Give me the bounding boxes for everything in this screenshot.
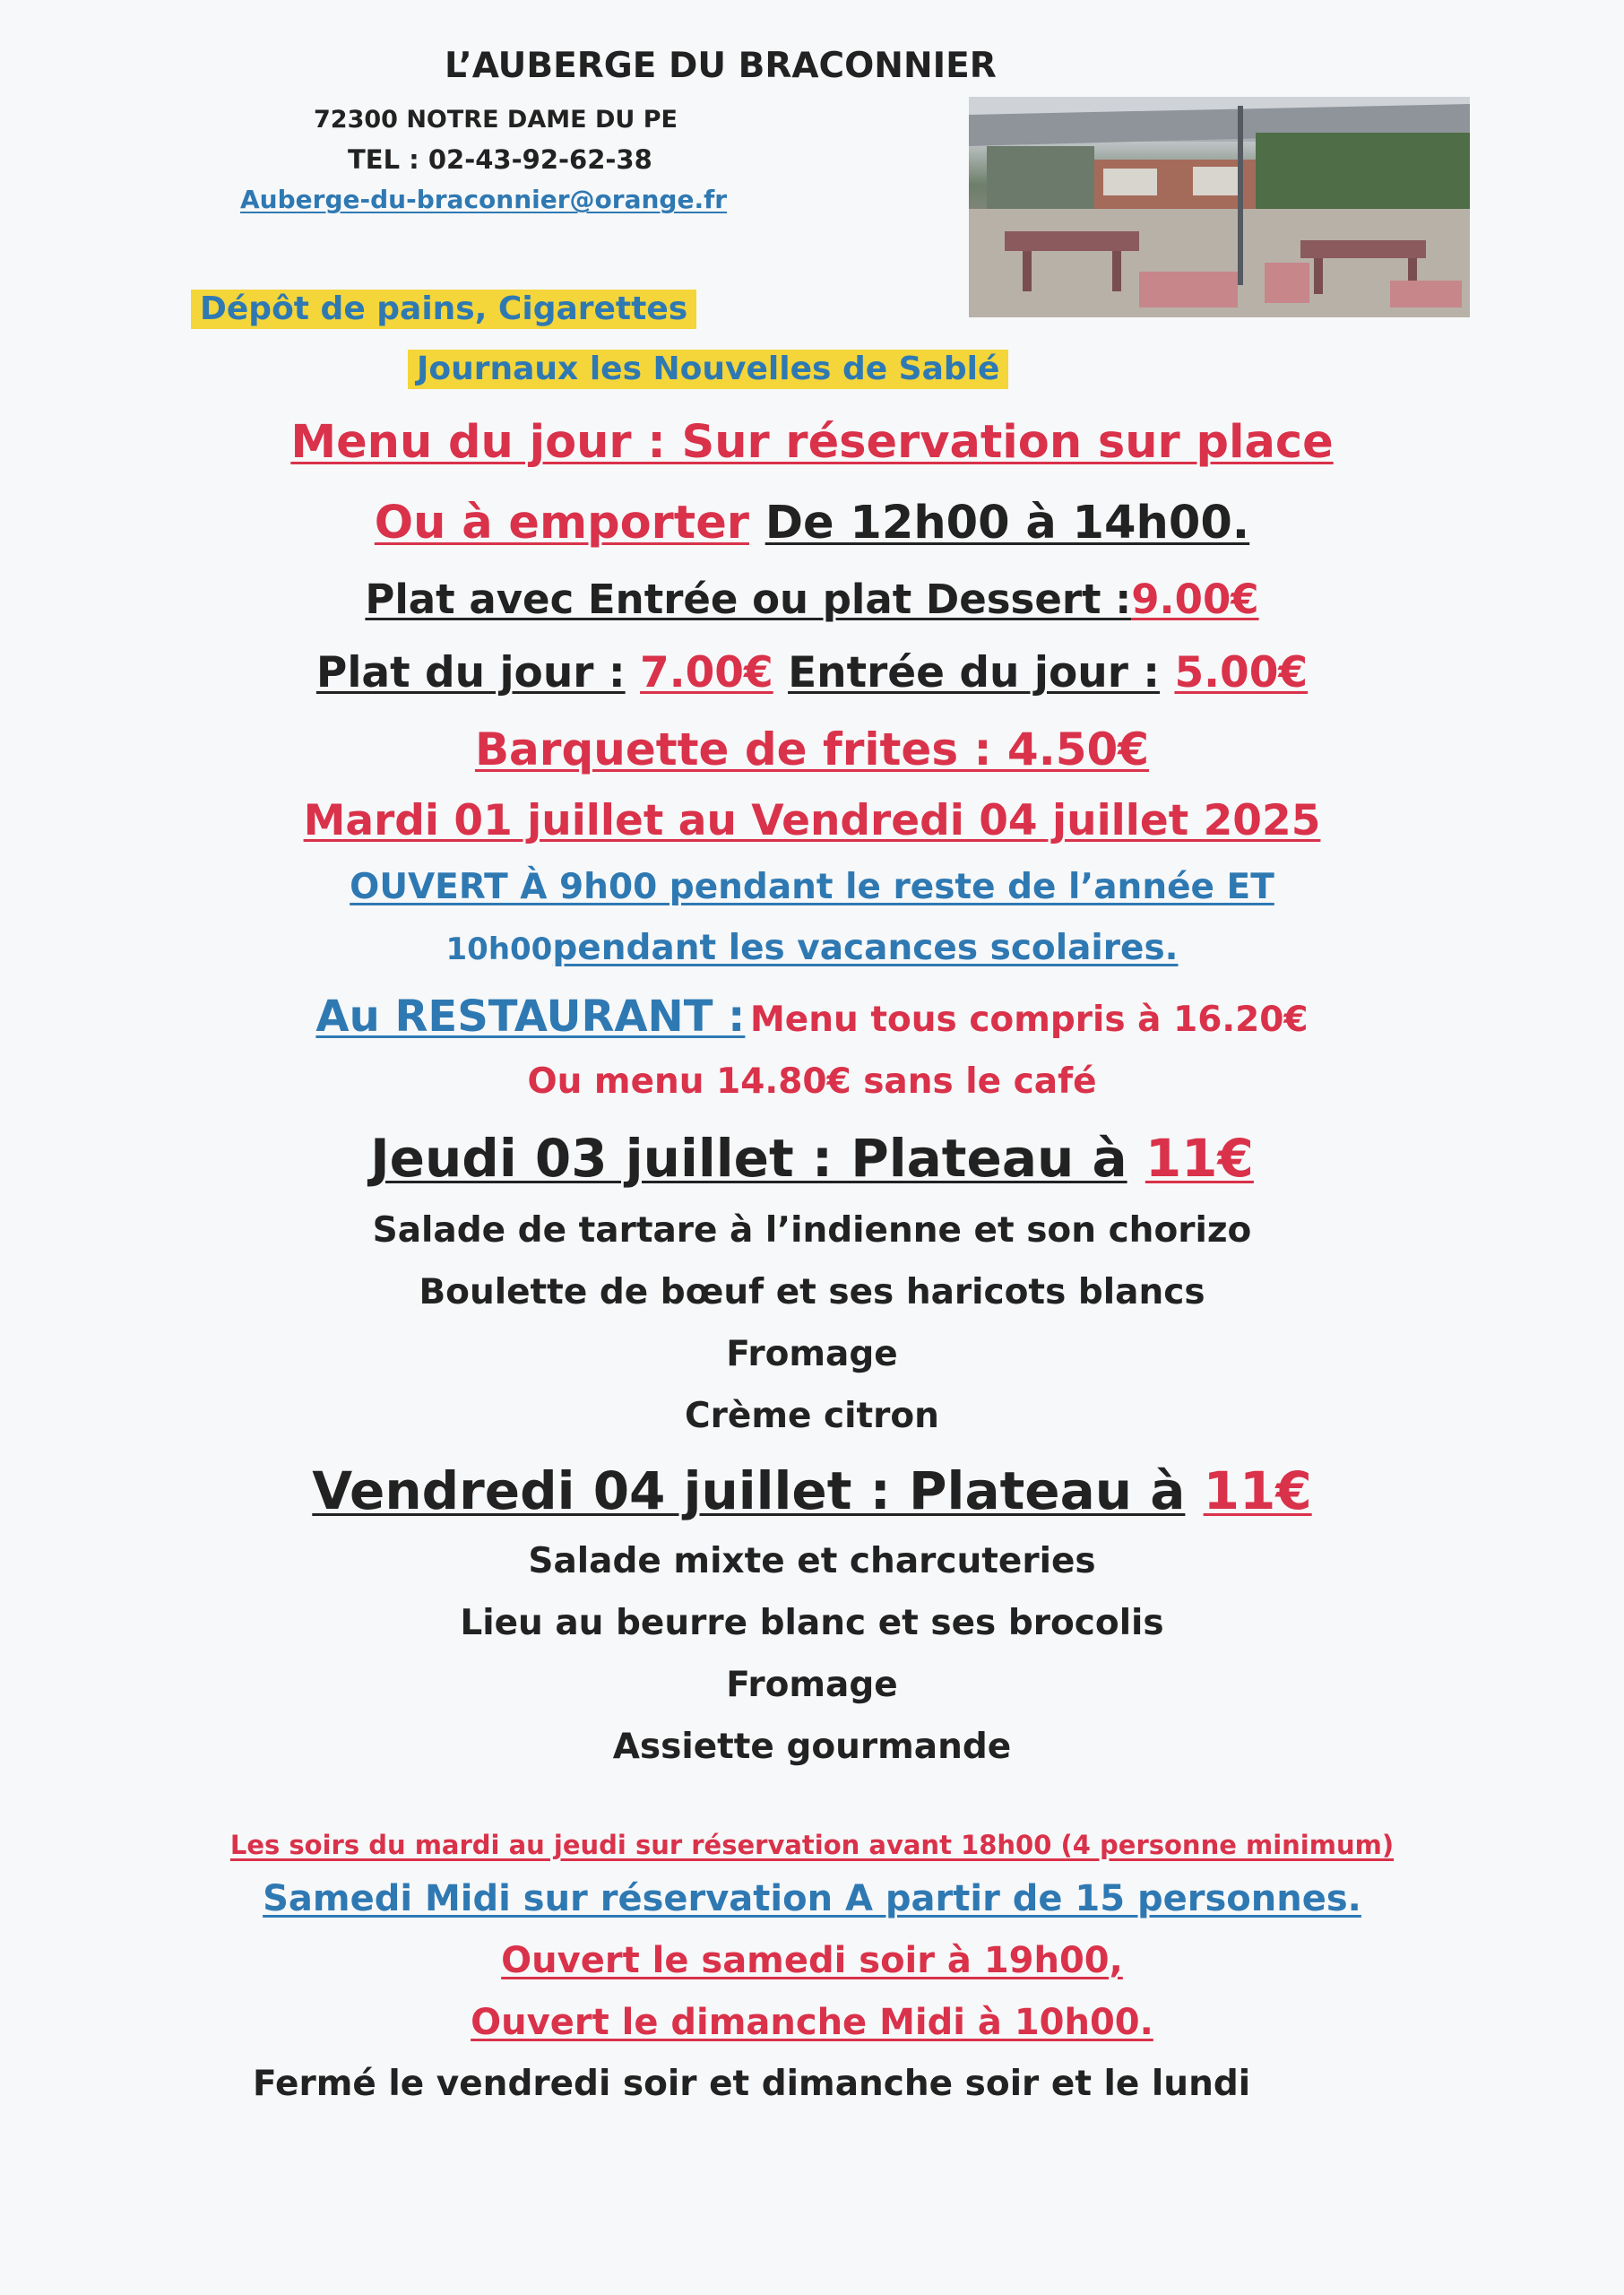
plat-label: Plat du jour : (315, 648, 626, 697)
vendredi-item: Salade mixte et charcuteries (528, 1541, 1096, 1581)
formula-price: 9.00€ (1131, 576, 1259, 623)
sunday-noon: Ouvert le dimanche Midi à 10h00. (471, 2002, 1153, 2043)
vendredi-title: Vendredi 04 juillet : Plateau à (312, 1460, 1186, 1521)
entree-label: Entrée du jour : (788, 648, 1161, 697)
closed-days: Fermé le vendredi soir et dimanche soir et le lundi (253, 2064, 1251, 2104)
terrace-photo (969, 97, 1470, 317)
vendredi-heading (0, 1460, 1624, 1521)
plat-price: 7.00€ (640, 648, 773, 697)
jeudi-title: Jeudi 03 juillet : Plateau à (370, 1128, 1127, 1189)
frites-line: Barquette de frites : 4.50€ (474, 723, 1150, 775)
email-link[interactable]: Auberge-du-braconnier@orange.fr (240, 185, 728, 214)
vendredi-price: 11€ (1203, 1460, 1312, 1521)
jeudi-price: 11€ (1145, 1128, 1254, 1189)
restaurant-name: L’AUBERGE DU BRACONNIER (445, 46, 997, 86)
takeaway-line (0, 497, 1624, 550)
jeudi-item: Salade de tartare à l’indienne et son chorizo (372, 1210, 1252, 1251)
restaurant-menu: Menu tous compris à 16.20€ (749, 1000, 1309, 1040)
address: 72300 NOTRE DAME DU PE (314, 106, 678, 134)
plat-entree-line (0, 648, 1624, 697)
services-line-2: Journaux les Nouvelles de Sablé (408, 350, 1008, 389)
menu-du-jour-title: Menu du jour : Sur réservation sur place (290, 416, 1334, 469)
restaurant-alt-menu: Ou menu 14.80€ sans le café (527, 1061, 1097, 1102)
entree-price: 5.00€ (1174, 648, 1309, 697)
jeudi-item: Fromage (726, 1334, 898, 1374)
services-line-1: Dépôt de pains, Cigarettes (191, 290, 696, 329)
takeaway-label: Ou à emporter (374, 497, 749, 550)
jeudi-heading (0, 1128, 1624, 1189)
saturday-evening: Ouvert le samedi soir à 19h00, (501, 1940, 1123, 1981)
formula-line (0, 576, 1624, 623)
takeaway-hours: De 12h00 à 14h00. (764, 497, 1250, 550)
saturday-lunch: Samedi Midi sur réservation A partir de 15 personnes. (263, 1878, 1361, 1919)
phone: TEL : 02-43-92-62-38 (348, 144, 652, 175)
vendredi-item: Lieu au beurre blanc et ses brocolis (460, 1603, 1164, 1643)
formula-label: Plat avec Entrée ou plat Dessert : (365, 576, 1132, 623)
evenings-reservation: Les soirs du mardi au jeudi sur réservation avant 18h00 (4 personne minimum) (229, 1830, 1395, 1860)
jeudi-item: Crème citron (685, 1396, 939, 1436)
opening-line-2 (0, 928, 1624, 968)
opening-line-1: OUVERT À 9h00 pendant le reste de l’année ET (350, 867, 1274, 907)
vendredi-item: Fromage (726, 1665, 898, 1705)
terrace-illustration (969, 97, 1470, 317)
vendredi-item: Assiette gourmande (612, 1727, 1012, 1767)
period-line: Mardi 01 juillet au Vendredi 04 juillet 2025 (303, 796, 1321, 845)
opening-time-10h: 10h00 (445, 931, 553, 967)
restaurant-label: Au RESTAURANT : (315, 992, 746, 1042)
jeudi-item: Boulette de bœuf et ses haricots blancs (419, 1272, 1205, 1312)
opening-holidays: pendant les vacances scolaires. (552, 928, 1179, 968)
restaurant-line (0, 992, 1624, 1042)
